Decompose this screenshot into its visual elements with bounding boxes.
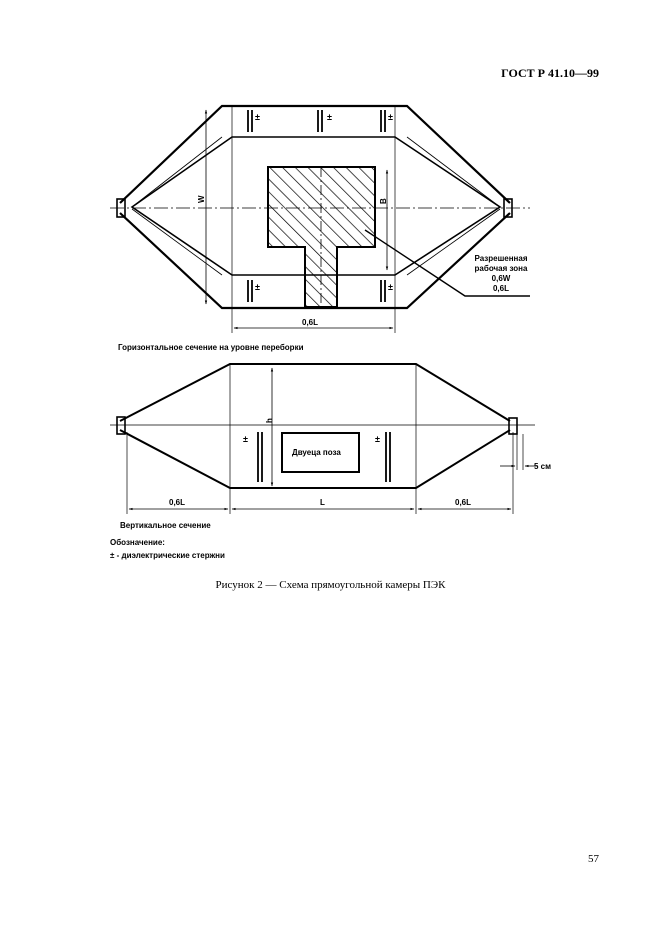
- dim-h-label: h: [265, 418, 274, 423]
- figure-caption: Рисунок 2 — Схема прямоугольной камеры ПЭК: [215, 579, 446, 591]
- dim-b-label: B: [379, 198, 388, 204]
- baffle-symbol: ±: [255, 112, 260, 122]
- horizontal-section-title: Горизонтальное сечение на уровне переборки: [118, 343, 304, 352]
- vertical-bottom-contour: [120, 430, 510, 488]
- dim-right-label: 0,6L: [455, 498, 472, 507]
- baffle-symbol: ±: [327, 112, 332, 122]
- baffle-symbol: ±: [375, 434, 380, 444]
- working-zone-note: [468, 254, 534, 294]
- zone-label-line: Разрешенная: [474, 254, 528, 263]
- zone-label-line: рабочая зона: [474, 264, 528, 273]
- vehicle-label: Двуеца поза: [292, 448, 341, 457]
- working-zone: [268, 167, 375, 307]
- dim-gap-label: 5 см: [534, 462, 552, 471]
- vertical-section: [110, 364, 538, 514]
- zone-label-line: 0,6L: [492, 284, 509, 293]
- baffle-symbol: ±: [243, 434, 248, 444]
- document-code: ГОСТ Р 41.10—99: [501, 66, 599, 80]
- dim-bottom-label: 0,6L: [302, 318, 319, 327]
- zone-label-line: 0,6W: [491, 274, 511, 283]
- baffle-symbol: ±: [388, 282, 393, 292]
- dim-center-label: L: [320, 498, 325, 507]
- vertical-top-contour: [120, 364, 510, 421]
- baffle-symbol: ±: [255, 282, 260, 292]
- dim-left-label: 0,6L: [169, 498, 186, 507]
- dim-w-label: W: [197, 195, 206, 203]
- vertical-section-title: Вертикальное сечение: [120, 521, 211, 530]
- legend-text: - диэлектрические стержни: [116, 551, 225, 560]
- legend-title: Обозначение:: [110, 538, 165, 547]
- baffle-symbol: ±: [388, 112, 393, 122]
- legend-item: [110, 551, 225, 560]
- page-number: 57: [588, 853, 599, 865]
- dielectric-rods-top: [248, 110, 385, 132]
- dielectric-rod-symbol: ±: [110, 551, 115, 560]
